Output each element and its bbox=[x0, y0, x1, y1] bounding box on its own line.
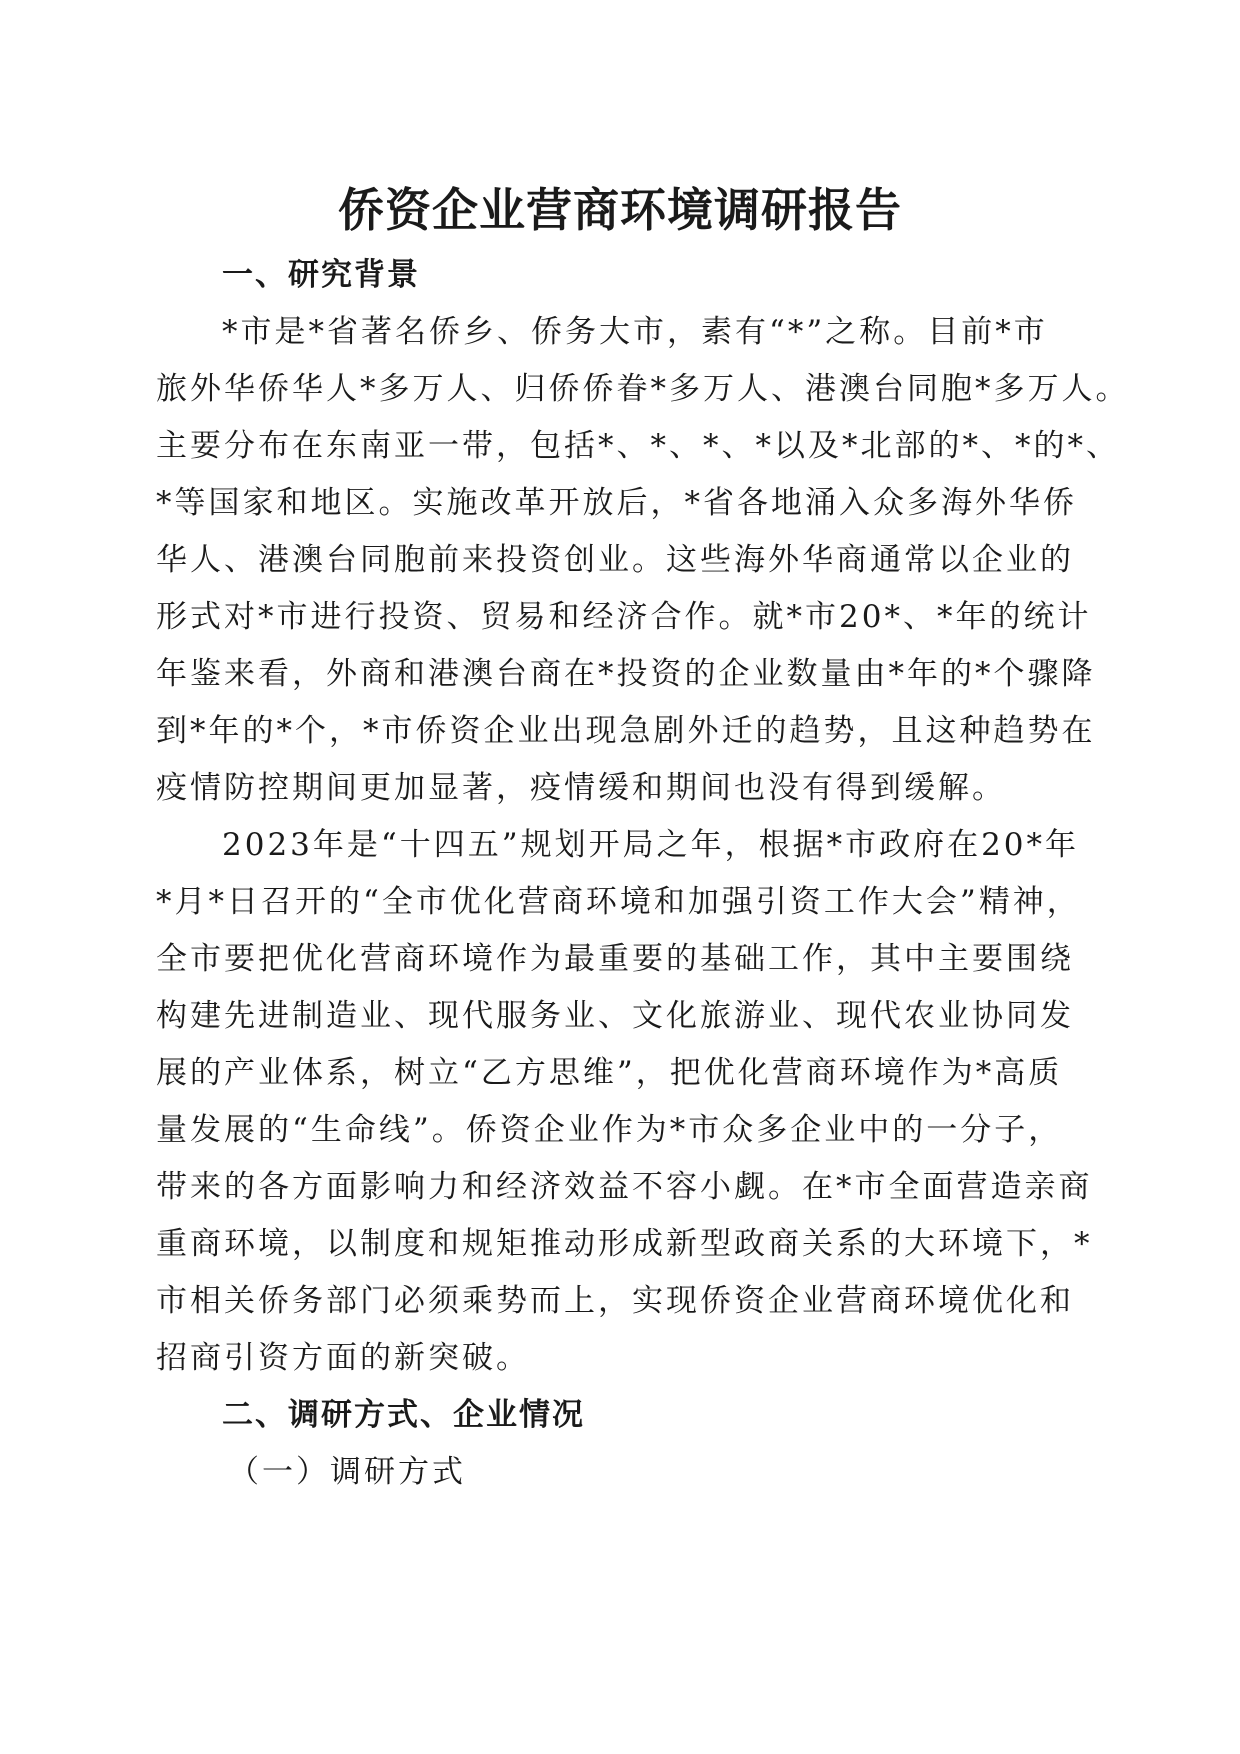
paragraph-line: 主要分布在东南亚一带，包括*、*、*、*以及*北部的*、*的*、 bbox=[156, 428, 1120, 464]
paragraph-line: 重商环境，以制度和规矩推动形成新型政商关系的大环境下，* bbox=[156, 1226, 1093, 1262]
paragraph-line: 年鉴来看，外商和港澳台商在*投资的企业数量由*年的*个骤降 bbox=[156, 656, 1096, 692]
paragraph-line: 疫情防控期间更加显著，疫情缓和期间也没有得到缓解。 bbox=[156, 770, 1006, 806]
paragraph-line: 量发展的“生命线”。侨资企业作为*市众多企业中的一分子， bbox=[156, 1112, 1063, 1148]
paragraph-line: 市相关侨务部门必须乘势而上，实现侨资企业营商环境优化和 bbox=[156, 1283, 1074, 1319]
paragraph-line: *市是*省著名侨乡、侨务大市，素有“*”之称。目前*市 bbox=[222, 314, 1048, 350]
paragraph-line: 全市要把优化营商环境作为最重要的基础工作，其中主要围绕 bbox=[156, 941, 1074, 977]
section-1 bbox=[156, 247, 1130, 1501]
paragraph-line: 到*年的*个，*市侨资企业出现急剧外迁的趋势，且这种趋势在 bbox=[156, 713, 1096, 749]
document-title: 侨资企业营商环境调研报告 bbox=[338, 183, 902, 237]
paragraph-line: 展的产业体系，树立“乙方思维”，把优化营商环境作为*高质 bbox=[156, 1055, 1063, 1091]
paragraph-line: 2023年是“十四五”规划开局之年，根据*市政府在20*年 bbox=[222, 827, 1080, 863]
paragraph-1 bbox=[156, 304, 1130, 817]
paragraph-line: 华人、港澳台同胞前来投资创业。这些海外华商通常以企业的 bbox=[156, 542, 1074, 578]
paragraph-line: 形式对*市进行投资、贸易和经济合作。就*市20*、*年的统计 bbox=[156, 599, 1092, 635]
paragraph-line: *等国家和地区。实施改革开放后，*省各地涌入众多海外华侨 bbox=[156, 485, 1077, 521]
paragraph-line: *月*日召开的“全市优化营商环境和加强引资工作大会”精神， bbox=[156, 884, 1081, 920]
paragraph-line: 带来的各方面影响力和经济效益不容小觑。在*市全面营造亲商 bbox=[156, 1169, 1093, 1205]
section-heading-research-background: 一、研究背景 bbox=[222, 257, 420, 293]
paragraph-line: 旅外华侨华人*多万人、归侨侨眷*多万人、港澳台同胞*多万人。 bbox=[156, 371, 1130, 407]
paragraph-line: 构建先进制造业、现代服务业、文化旅游业、现代农业协同发 bbox=[156, 998, 1074, 1034]
section-heading-survey-method: 二、调研方式、企业情况 bbox=[222, 1397, 585, 1433]
subsection-heading-survey-method: （一）调研方式 bbox=[228, 1454, 466, 1490]
paragraph-2 bbox=[156, 817, 1093, 1387]
paragraph-line: 招商引资方面的新突破。 bbox=[156, 1340, 530, 1376]
